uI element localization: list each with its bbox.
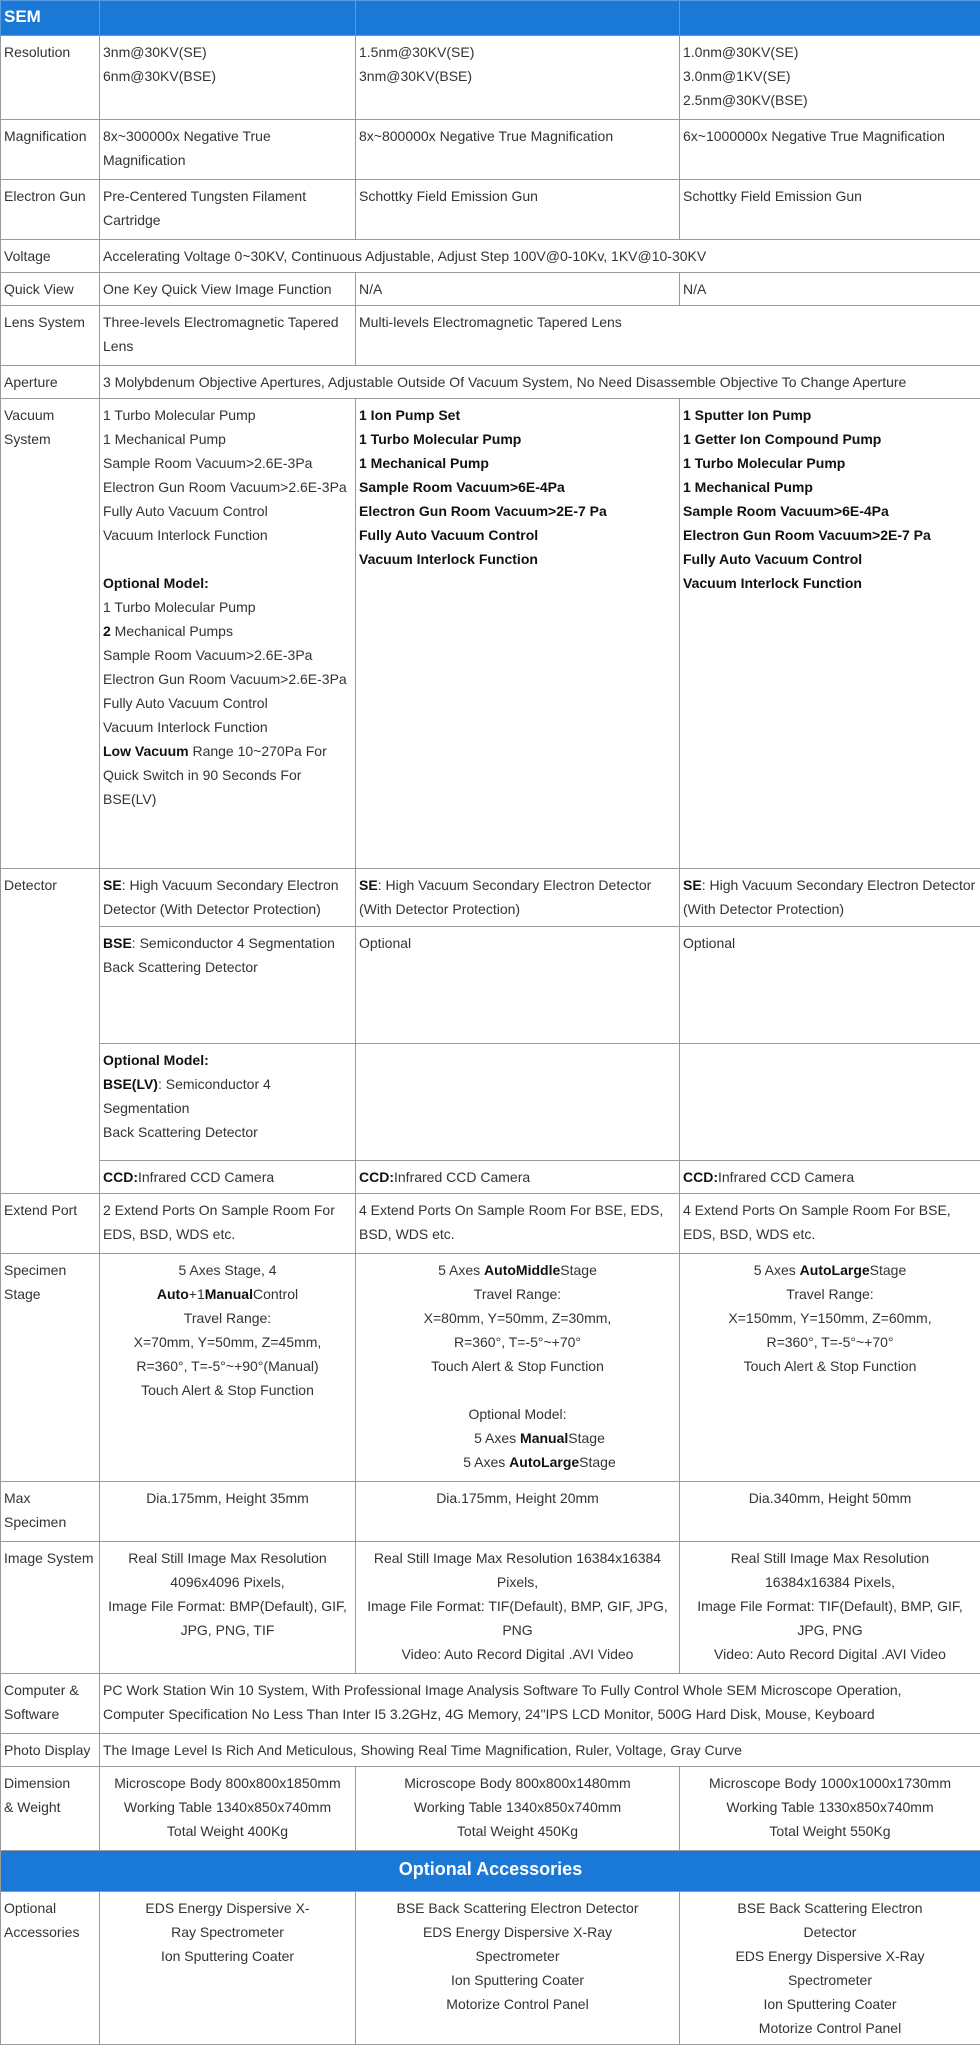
cell: Multi-levels Electromagnetic Tapered Lens	[356, 306, 980, 366]
header-cell	[100, 1, 356, 36]
row-label: Resolution	[1, 36, 100, 120]
cell: 5 Axes AutoMiddleStage Travel Range: X=80mm, Y=50mm, Z=30mm, R=360°, T=-5°~+70° Touch Alert & Stop Function Optional Model: 5 Axes ManualStage 5 Axes AutoLargeStage	[356, 1254, 680, 1482]
table-row	[1, 1161, 980, 1194]
table-title: SEM	[1, 1, 100, 36]
cell	[356, 1044, 680, 1161]
cell: 8x~300000x Negative True Magnification	[100, 120, 356, 180]
cell: Three-levels Electromagnetic Tapered Lens	[100, 306, 356, 366]
cell: Real Still Image Max Resolution 16384x16384 Pixels, Image File Format: TIF(Default), BMP, GIF, JPG, PNG Video: Auto Record Digital .AVI Video	[680, 1542, 980, 1674]
section-band	[1, 1851, 980, 1892]
cell: Optional	[356, 927, 680, 1044]
table-row	[1, 1892, 980, 2045]
table-row	[1, 1254, 980, 1482]
row-label: Max Specimen	[1, 1482, 100, 1542]
cell: 1 Sputter Ion Pump 1 Getter Ion Compound Pump 1 Turbo Molecular Pump 1 Mechanical Pump Sample Room Vacuum>6E-4Pa Electron Gun Room Vacuum>2E-7 Pa Fully Auto Vacuum Control Vacuum Interlock Function	[680, 399, 980, 869]
table-row	[1, 927, 980, 1044]
cell: SE: High Vacuum Secondary Electron Detector (With Detector Protection)	[100, 869, 356, 927]
cell: Pre-Centered Tungsten Filament Cartridge	[100, 180, 356, 240]
table-row	[1, 180, 980, 240]
cell: 6x~1000000x Negative True Magnification	[680, 120, 980, 180]
row-label: Vacuum System	[1, 399, 100, 869]
cell: Microscope Body 1000x1000x1730mm Working Table 1330x850x740mm Total Weight 550Kg	[680, 1767, 980, 1851]
cell: Optional Model: BSE(LV): Semiconductor 4 Segmentation Back Scattering Detector	[100, 1044, 356, 1161]
row-label: Voltage	[1, 240, 100, 273]
cell: 4 Extend Ports On Sample Room For BSE, EDS, BSD, WDS etc.	[680, 1194, 980, 1254]
cell: PC Work Station Win 10 System, With Professional Image Analysis Software To Fully Control Whole SEM Microscope Operation, Computer Specification No Less Than Inter I5 3.2GHz, 4G Memory, 24"IPS LCD Monitor, 500G Hard Disk, Mouse, Keyboard	[100, 1674, 980, 1734]
cell: Optional	[680, 927, 980, 1044]
cell: Dia.175mm, Height 35mm	[100, 1482, 356, 1542]
cell	[680, 1044, 980, 1161]
cell: Microscope Body 800x800x1480mm Working Table 1340x850x740mm Total Weight 450Kg	[356, 1767, 680, 1851]
row-label: Photo Display	[1, 1734, 100, 1767]
row-label: Magnification	[1, 120, 100, 180]
table-row	[1, 366, 980, 399]
row-label: Computer & Software	[1, 1674, 100, 1734]
cell: BSE Back Scattering Electron Detector EDS Energy Dispersive X-Ray Spectrometer Ion Sputtering Coater Motorize Control Panel	[680, 1892, 980, 2045]
table-row	[1, 1482, 980, 1542]
cell: Real Still Image Max Resolution 4096x4096 Pixels, Image File Format: BMP(Default), GIF, JPG, PNG, TIF	[100, 1542, 356, 1674]
row-label: Detector	[1, 869, 100, 1194]
cell: Microscope Body 800x800x1850mm Working Table 1340x850x740mm Total Weight 400Kg	[100, 1767, 356, 1851]
cell: SE: High Vacuum Secondary Electron Detector (With Detector Protection)	[356, 869, 680, 927]
cell: 5 Axes Stage, 4 Auto+1ManualControl Travel Range: X=70mm, Y=50mm, Z=45mm, R=360°, T=-5°~+90°(Manual) Touch Alert & Stop Function	[100, 1254, 356, 1482]
table-row	[1, 1044, 980, 1161]
table-row	[1, 120, 980, 180]
cell: Schottky Field Emission Gun	[356, 180, 680, 240]
row-label: Specimen Stage	[1, 1254, 100, 1482]
table-row	[1, 1542, 980, 1674]
header-cell	[356, 1, 680, 36]
row-label: Extend Port	[1, 1194, 100, 1254]
cell: Schottky Field Emission Gun	[680, 180, 980, 240]
row-label: Optional Accessories	[1, 1892, 100, 2045]
row-label: Dimension & Weight	[1, 1767, 100, 1851]
cell: 1.5nm@30KV(SE) 3nm@30KV(BSE)	[356, 36, 680, 120]
cell: N/A	[356, 273, 680, 306]
cell: CCD:Infrared CCD Camera	[356, 1161, 680, 1194]
table-row	[1, 1734, 980, 1767]
cell: The Image Level Is Rich And Meticulous, Showing Real Time Magnification, Ruler, Voltage, Gray Curve	[100, 1734, 980, 1767]
table-row	[1, 1194, 980, 1254]
table-row	[1, 306, 980, 366]
table-row	[1, 240, 980, 273]
table-row	[1, 36, 980, 120]
row-label: Aperture	[1, 366, 100, 399]
cell: Dia.340mm, Height 50mm	[680, 1482, 980, 1542]
row-label: Quick View	[1, 273, 100, 306]
row-label: Lens System	[1, 306, 100, 366]
row-label: Image System	[1, 1542, 100, 1674]
table-row	[1, 869, 980, 927]
cell: Real Still Image Max Resolution 16384x16384 Pixels, Image File Format: TIF(Default), BMP, GIF, JPG, PNG Video: Auto Record Digital .AVI Video	[356, 1542, 680, 1674]
cell: 3nm@30KV(SE) 6nm@30KV(BSE)	[100, 36, 356, 120]
cell: Dia.175mm, Height 20mm	[356, 1482, 680, 1542]
header-row	[1, 1, 980, 36]
header-cell	[680, 1, 980, 36]
row-label: Electron Gun	[1, 180, 100, 240]
cell: BSE: Semiconductor 4 Segmentation Back Scattering Detector	[100, 927, 356, 1044]
cell: 4 Extend Ports On Sample Room For BSE, EDS, BSD, WDS etc.	[356, 1194, 680, 1254]
table-row	[1, 273, 980, 306]
table-row	[1, 1674, 980, 1734]
cell: One Key Quick View Image Function	[100, 273, 356, 306]
cell: 8x~800000x Negative True Magnification	[356, 120, 680, 180]
section-title: Optional Accessories	[1, 1851, 980, 1892]
cell: 1.0nm@30KV(SE) 3.0nm@1KV(SE) 2.5nm@30KV(BSE)	[680, 36, 980, 120]
cell: 5 Axes AutoLargeStage Travel Range: X=150mm, Y=150mm, Z=60mm, R=360°, T=-5°~+70° Touch Alert & Stop Function	[680, 1254, 980, 1482]
cell: 3 Molybdenum Objective Apertures, Adjustable Outside Of Vacuum System, No Need Disassemble Objective To Change Aperture	[100, 366, 980, 399]
cell: CCD:Infrared CCD Camera	[680, 1161, 980, 1194]
cell: 1 Turbo Molecular Pump 1 Mechanical Pump Sample Room Vacuum>2.6E-3Pa Electron Gun Room Vacuum>2.6E-3Pa Fully Auto Vacuum Control Vacuum Interlock Function Optional Model: 1 Turbo Molecular Pump 2 Mechanical Pumps Sample Room Vacuum>2.6E-3Pa Electron Gun Room Vacuum>2.6E-3Pa Fully Auto Vacuum Control Vacuum Interlock Function Low Vacuum Range 10~270Pa For Quick Switch in 90 Seconds For BSE(LV)	[100, 399, 356, 869]
cell: 1 Ion Pump Set 1 Turbo Molecular Pump 1 Mechanical Pump Sample Room Vacuum>6E-4Pa Electron Gun Room Vacuum>2E-7 Pa Fully Auto Vacuum Control Vacuum Interlock Function	[356, 399, 680, 869]
table-row	[1, 399, 980, 869]
cell: Accelerating Voltage 0~30KV, Continuous Adjustable, Adjust Step 100V@0-10Kv, 1KV@10-30KV	[100, 240, 980, 273]
cell: N/A	[680, 273, 980, 306]
cell: SE: High Vacuum Secondary Electron Detector (With Detector Protection)	[680, 869, 980, 927]
cell: 2 Extend Ports On Sample Room For EDS, BSD, WDS etc.	[100, 1194, 356, 1254]
cell: EDS Energy Dispersive X- Ray Spectrometer Ion Sputtering Coater	[100, 1892, 356, 2045]
cell: BSE Back Scattering Electron Detector EDS Energy Dispersive X-Ray Spectrometer Ion Sputtering Coater Motorize Control Panel	[356, 1892, 680, 2045]
table-row	[1, 1767, 980, 1851]
cell: CCD:Infrared CCD Camera	[100, 1161, 356, 1194]
